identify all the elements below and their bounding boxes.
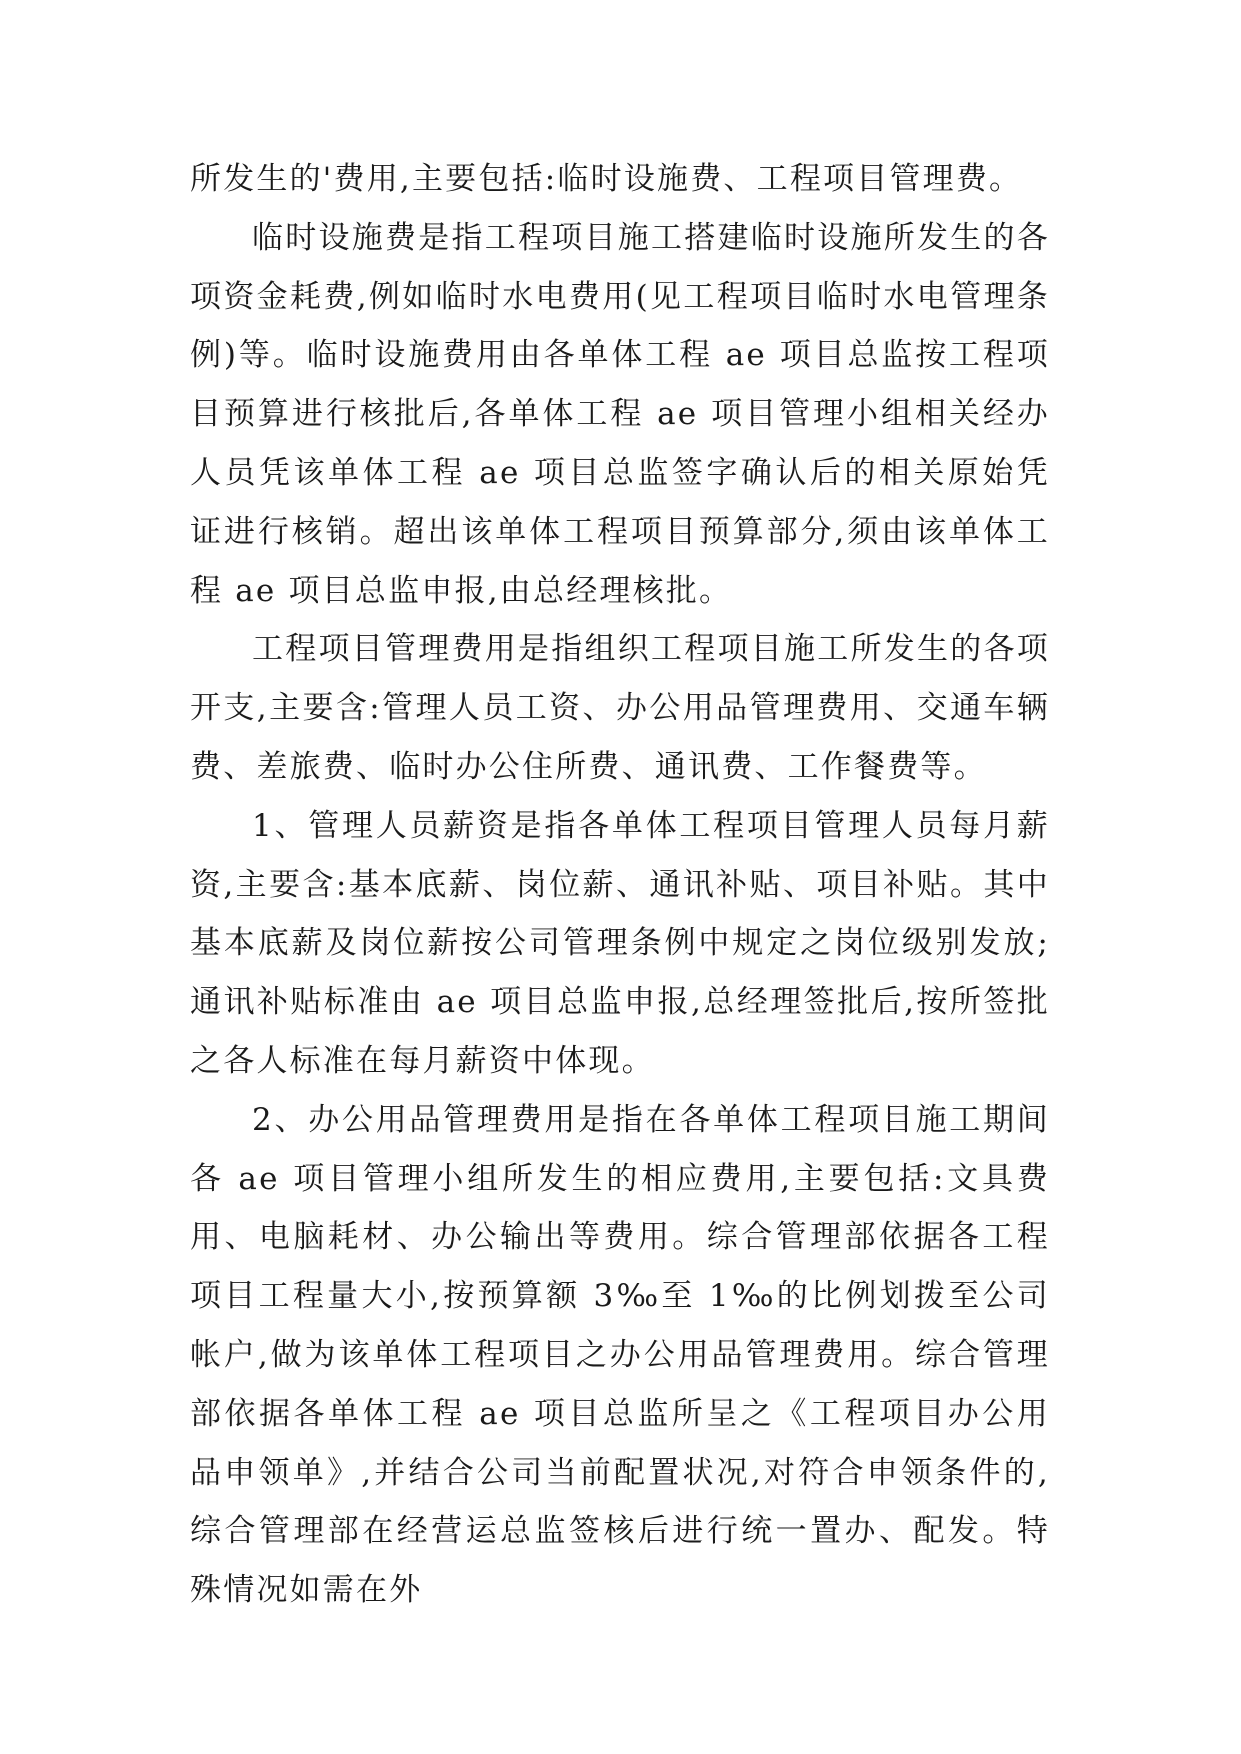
- paragraph-office-supplies: 2、办公用品管理费用是指在各单体工程项目施工期间各 ae 项目管理小组所发生的相应费用,主要包括:文具费用、电脑耗材、办公输出等费用。综合管理部依据各工程项目工程量大小,按预算额 3‰至 1‰的比例划拨至公司帐户,做为该单体工程项目之办公用品管理费用。综合管理部依据各单体工程 ae 项目总监所呈之《工程项目办公用品申领单》,并结合公司当前配置状况,对符合申领条件的,综合管理部在经营运总监签核后进行统一置办、配发。特殊情况如需在外: [190, 1101, 1050, 1609]
- document-page: [190, 150, 1050, 1650]
- paragraph-staff-salary: 1、管理人员薪资是指各单体工程项目管理人员每月薪资,主要含:基本底薪、岗位薪、通讯补贴、项目补贴。其中基本底薪及岗位薪按公司管理条例中规定之岗位级别发放;通讯补贴标准由 ae 项目总监申报,总经理签批后,按所签批之各人标准在每月薪资中体现。: [190, 807, 1050, 1079]
- paragraph-temporary-facilities: 临时设施费是指工程项目施工搭建临时设施所发生的各项资金耗费,例如临时水电费用(见工程项目临时水电管理条例)等。临时设施费用由各单体工程 ae 项目总监按工程项目预算进行核批后,各单体工程 ae 项目管理小组相关经办人员凭该单体工程 ae 项目总监签字确认后的相关原始凭证进行核销。超出该单体工程项目预算部分,须由该单体工程 ae 项目总监申报,由总经理核批。: [190, 219, 1050, 609]
- paragraph-continuation: 所发生的'费用,主要包括:临时设施费、工程项目管理费。: [190, 161, 1023, 197]
- paragraph-project-management-fees: 工程项目管理费用是指组织工程项目施工所发生的各项开支,主要含:管理人员工资、办公用品管理费用、交通车辆费、差旅费、临时办公住所费、通讯费、工作餐费等。: [190, 631, 1050, 785]
